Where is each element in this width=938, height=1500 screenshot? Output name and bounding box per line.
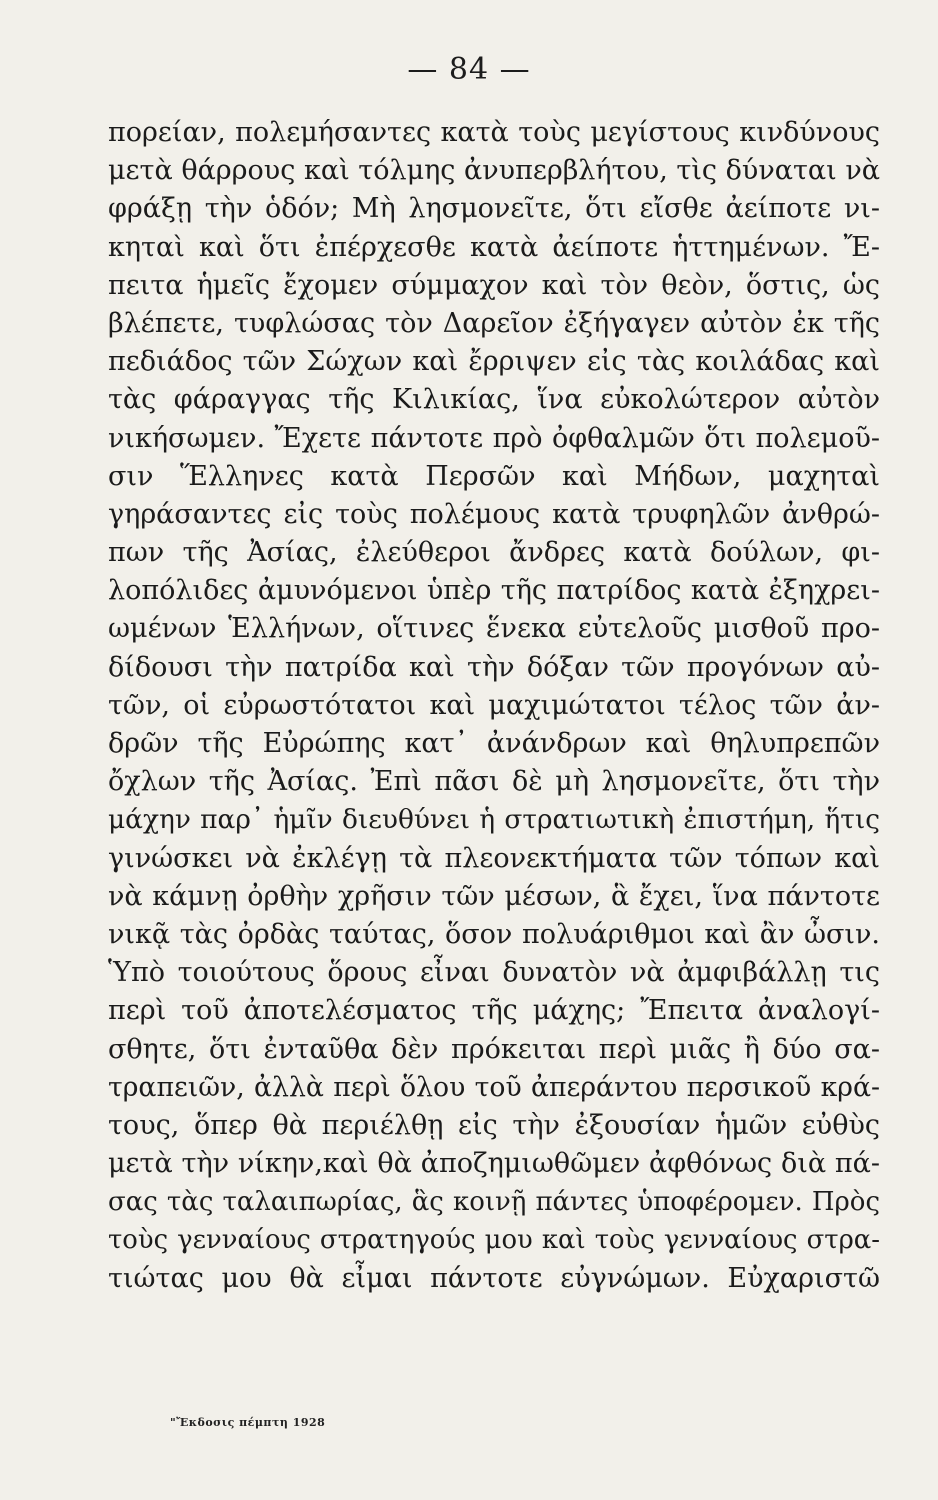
text-line: μάχην παρ᾽ ἡμῖν διευθύνει ἡ στρατιωτικὴ ἐπιστήμη, ἥτις — [108, 804, 880, 836]
text-line: ὄχλων τῆς Ἀσίας. Ἐπὶ πᾶσι δὲ μὴ λησμονεῖτε, ὅτι τὴν — [108, 766, 880, 798]
text-line: τὰς φάραγγας τῆς Κιλικίας, ἵνα εὐκολώτερον αὐτὸν — [108, 384, 880, 416]
text-line: γινώσκει νὰ ἐκλέγῃ τὰ πλεονεκτήματα τῶν τόπων καὶ — [108, 842, 880, 874]
text-line: σθητε, ὅτι ἐνταῦθα δὲν πρόκειται περὶ μιᾶς ἢ δύο σα- — [108, 1033, 880, 1065]
text-line: μετὰ τὴν νίκην,καὶ θὰ ἀποζημιωθῶμεν ἀφθόνως διὰ πά- — [108, 1148, 880, 1180]
text-line: λοπόλιδες ἀμυνόμενοι ὑπὲρ τῆς πατρίδος κατὰ ἐξηχρει- — [108, 575, 880, 607]
text-line: δίδουσι τὴν πατρίδα καὶ τὴν δόξαν τῶν προγόνων αὐ- — [108, 651, 880, 683]
text-line: τῶν, οἱ εὐρωστότατοι καὶ μαχιμώτατοι τέλος τῶν ἀν- — [108, 689, 880, 721]
text-line: γηράσαντες εἰς τοὺς πολέμους κατὰ τρυφηλῶν ἀνθρώ- — [108, 498, 880, 530]
text-line: τοὺς γενναίους στρατηγούς μου καὶ τοὺς γενναίους στρα- — [108, 1225, 880, 1256]
text-line: Ὑπὸ τοιούτους ὅρους εἶναι δυνατὸν νὰ ἀμφιβάλλῃ τις — [108, 957, 880, 989]
text-line: πεδιάδος τῶν Σώχων καὶ ἔρριψεν εἰς τὰς κοιλάδας καὶ — [108, 346, 880, 378]
body-text — [108, 114, 880, 1298]
text-line: πειτα ἡμεῖς ἔχομεν σύμμαχον καὶ τὸν θεὸν, ὅστις, ὡς — [108, 269, 880, 301]
edition-note: "Ἔκδοσις πέμπτη 1928 — [170, 1416, 326, 1429]
text-line: κηταὶ καὶ ὅτι ἐπέρχεσθε κατὰ ἀείποτε ἡττημένων. Ἔ- — [108, 231, 880, 263]
text-line: μετὰ θάρρους καὶ τόλμης ἀνυπερβλήτου, τὶς δύναται νὰ — [108, 155, 880, 187]
text-line: τιώτας μου θὰ εἶμαι πάντοτε εὐγνώμων. Εὐχαριστῶ — [108, 1262, 880, 1294]
text-line: σιν Ἕλληνες κατὰ Περσῶν καὶ Μήδων, μαχηταὶ — [108, 460, 880, 492]
text-line: νικᾷ τὰς ὀρδὰς ταύτας, ὅσον πολυάριθμοι καὶ ἂν ὦσιν. — [108, 918, 880, 950]
text-line: νὰ κάμνῃ ὀρθὴν χρῆσιν τῶν μέσων, ἃ ἔχει, ἵνα πάντοτε — [108, 880, 880, 912]
text-line: σας τὰς ταλαιπωρίας, ἃς κοινῇ πάντες ὑποφέρομεν. Πρὸς — [108, 1187, 880, 1218]
text-line: νικήσωμεν. Ἔχετε πάντοτε πρὸ ὀφθαλμῶν ὅτι πολεμοῦ- — [108, 422, 880, 454]
text-line: ωμένων Ἑλλήνων, οἵτινες ἕνεκα εὐτελοῦς μισθοῦ προ- — [108, 613, 880, 645]
page-number: — 84 — — [407, 52, 531, 87]
text-line: δρῶν τῆς Εὐρώπης κατ᾽ ἀνάνδρων καὶ θηλυπρεπῶν — [108, 728, 880, 759]
text-line: πορείαν, πολεμήσαντες κατὰ τοὺς μεγίστους κινδύνους — [108, 117, 880, 148]
text-line: βλέπετε, τυφλώσας τὸν Δαρεῖον ἐξήγαγεν αὐτὸν ἐκ τῆς — [108, 307, 880, 339]
text-line: τους, ὅπερ θὰ περιέλθῃ εἰς τὴν ἐξουσίαν ἡμῶν εὐθὺς — [108, 1109, 880, 1141]
text-line: φράξῃ τὴν ὁδόν; Μὴ λησμονεῖτε, ὅτι εἴσθε ἀείποτε νι- — [108, 193, 880, 225]
text-line: πων τῆς Ἀσίας, ἐλεύθεροι ἄνδρες κατὰ δούλων, φι- — [108, 537, 880, 569]
text-line: τραπειῶν, ἀλλὰ περὶ ὅλου τοῦ ἀπεράντου περσικοῦ κρά- — [108, 1071, 880, 1103]
text-line: περὶ τοῦ ἀποτελέσματος τῆς μάχης; Ἔπειτα ἀναλογί- — [108, 995, 880, 1027]
